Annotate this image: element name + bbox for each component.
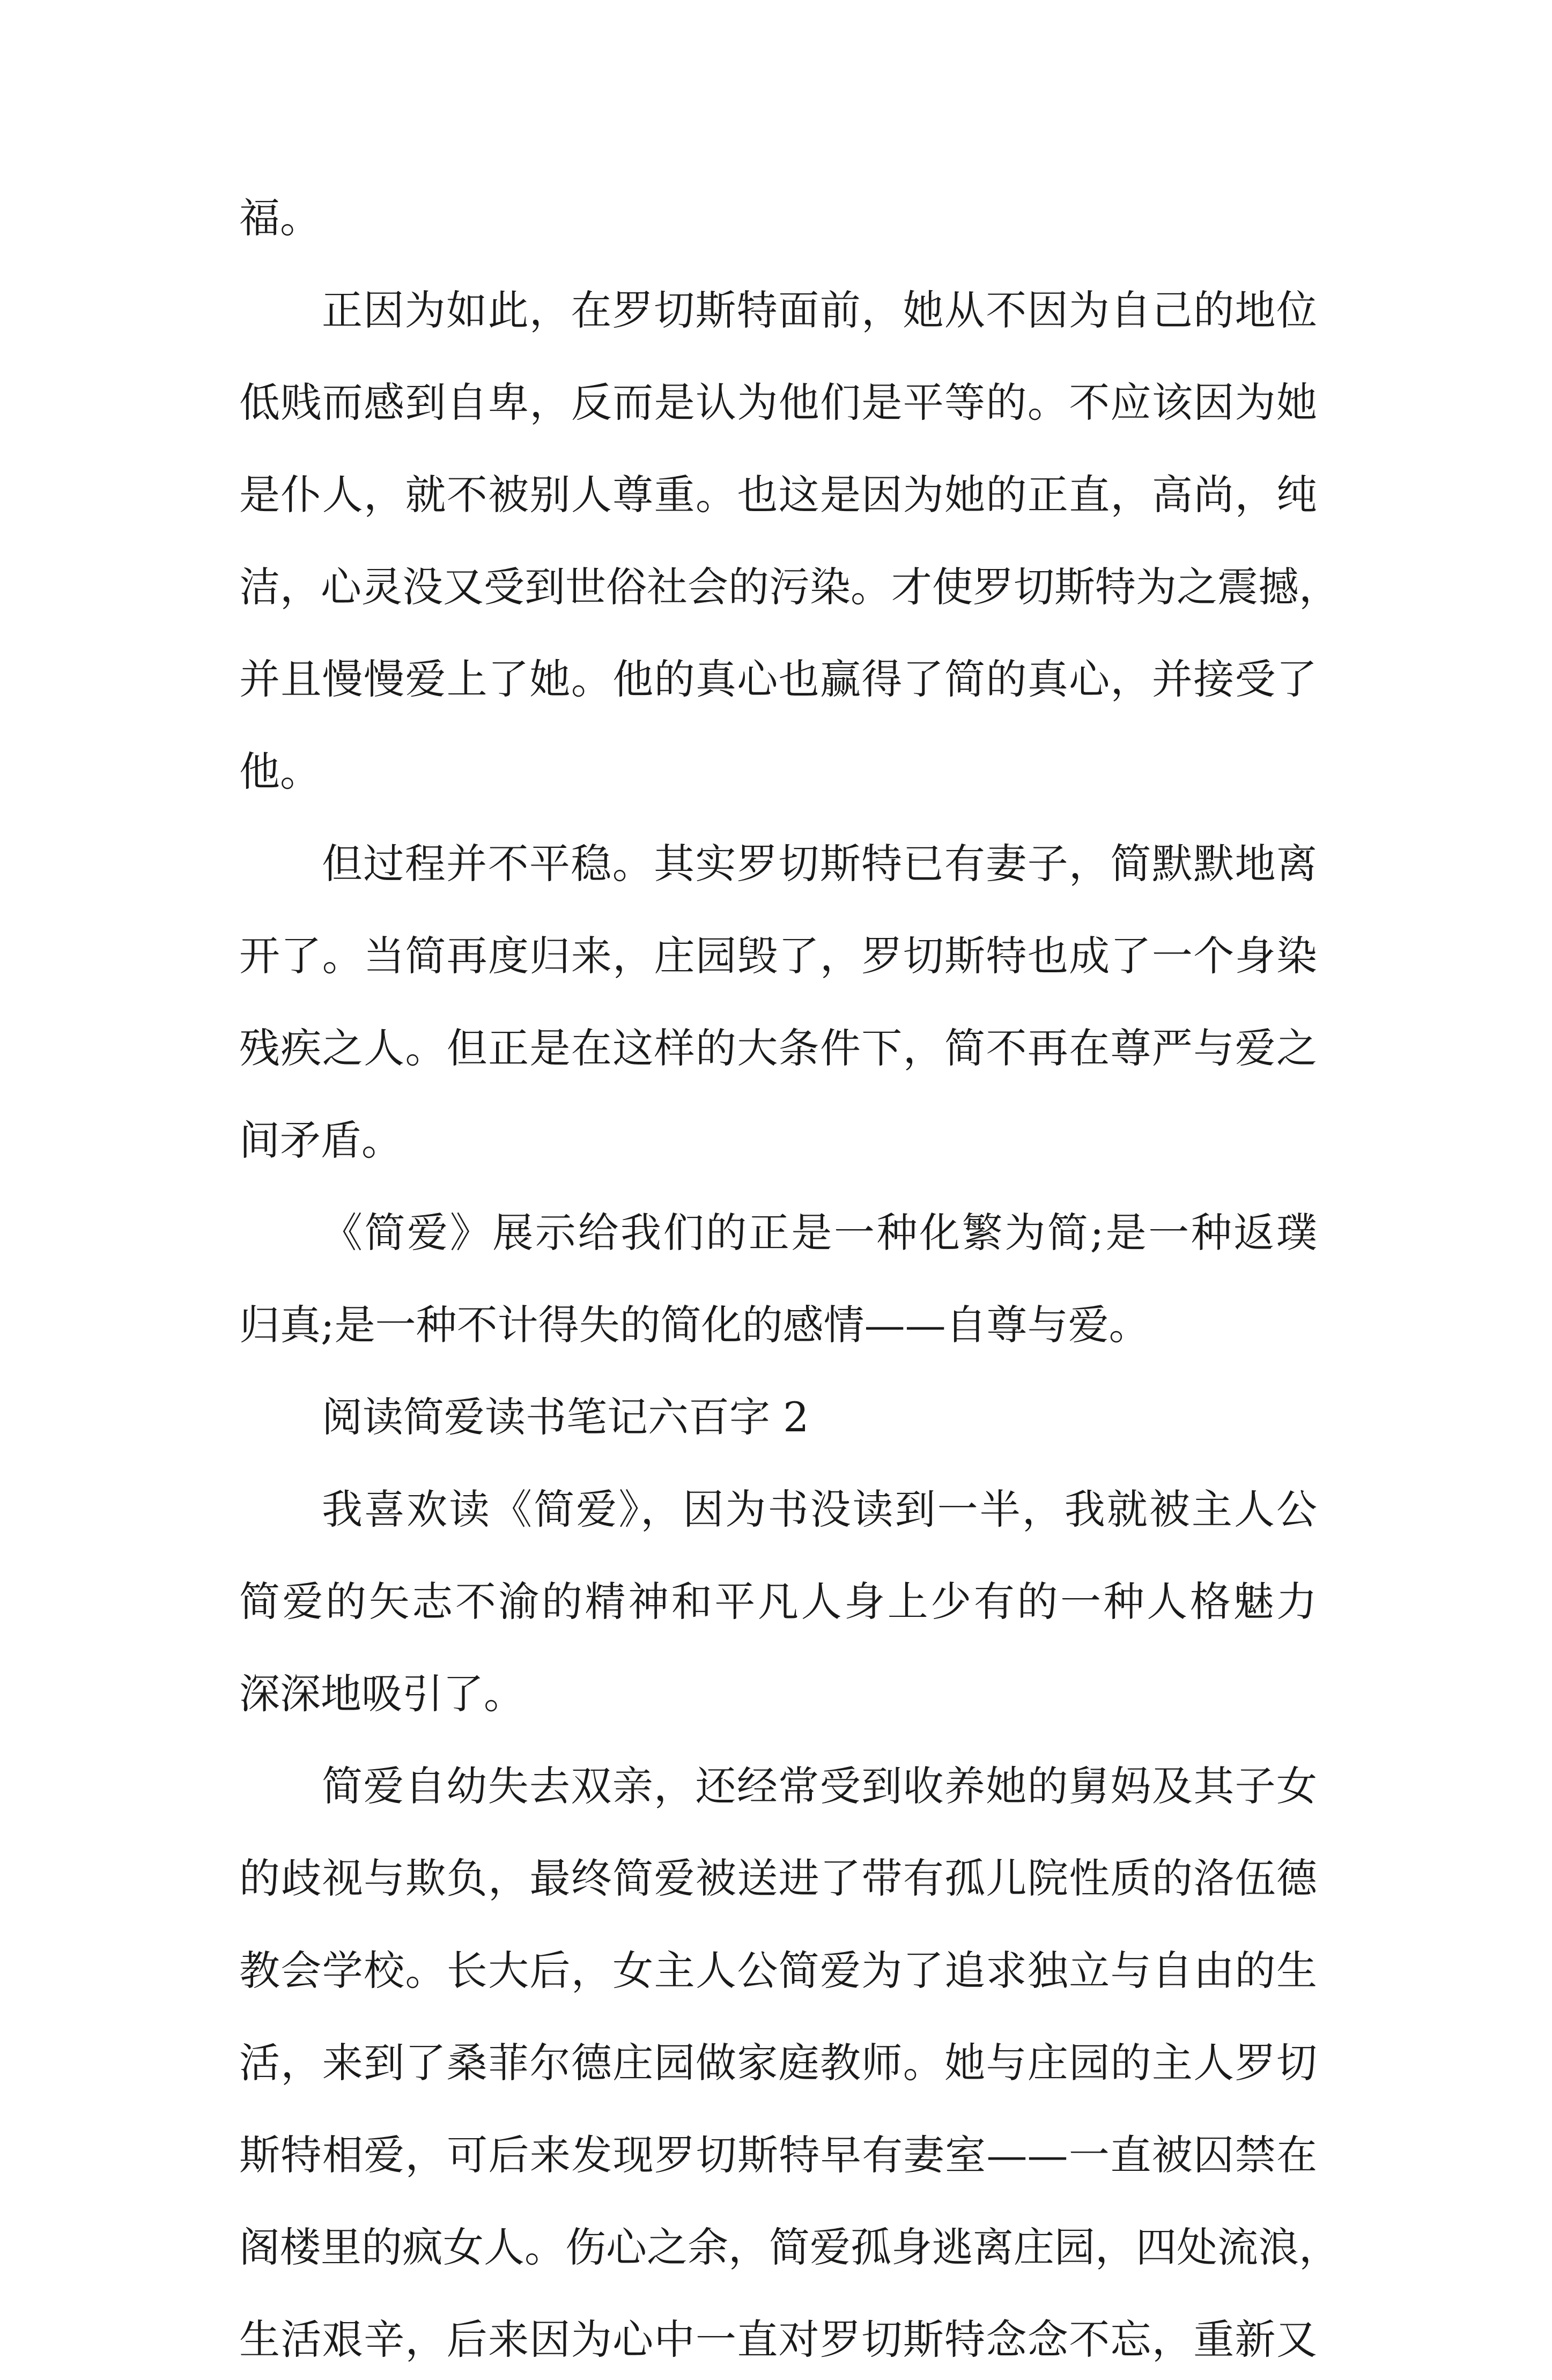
- text-line: 是仆人，就不被别人尊重。也这是因为她的正直，高尚，纯: [239, 471, 1317, 519]
- text-line: 阁楼里的疯女人。伤心之余，简爱孤身逃离庄园，四处流浪，: [239, 2223, 1340, 2271]
- text-line: 阅读简爱读书笔记六百字 2: [322, 1393, 809, 1441]
- text-line: 开了。当简再度归来，庄园毁了，罗切斯特也成了一个身染: [239, 932, 1317, 980]
- text-line: 低贱而感到自卑，反而是认为他们是平等的。不应该因为她: [239, 379, 1317, 426]
- text-line: 正因为如此，在罗切斯特面前，她从不因为自己的地位: [322, 286, 1317, 334]
- text-line: 简爱的矢志不渝的精神和平凡人身上少有的一种人格魅力: [239, 1578, 1317, 1625]
- text-line: 福。: [239, 194, 321, 242]
- text-line: 我喜欢读《简爱》，因为书没读到一半，我就被主人公: [322, 1485, 1317, 1533]
- text-line: 《简爱》展示给我们的正是一种化繁为简;是一种返璞: [322, 1209, 1317, 1256]
- text-line: 间矛盾。: [239, 1117, 402, 1164]
- text-line: 深深地吸引了。: [239, 1670, 524, 1718]
- text-line: 并且慢慢爱上了她。他的真心也赢得了简的真心，并接受了: [239, 655, 1317, 703]
- text-line: 归真;是一种不计得失的简化的感情——自尊与爱。: [239, 1301, 1150, 1349]
- text-line: 生活艰辛，后来因为心中一直对罗切斯特念念不忘，重新又: [239, 2316, 1317, 2363]
- text-line: 活，来到了桑菲尔德庄园做家庭教师。她与庄园的主人罗切: [239, 2039, 1317, 2087]
- text-line: 斯特相爱，可后来发现罗切斯特早有妻室——一直被囚禁在: [239, 2131, 1317, 2179]
- text-line: 的歧视与欺负，最终简爱被送进了带有孤儿院性质的洛伍德: [239, 1854, 1317, 1902]
- text-line: 简爱自幼失去双亲，还经常受到收养她的舅妈及其子女: [322, 1762, 1317, 1810]
- text-line: 但过程并不平稳。其实罗切斯特已有妻子，简默默地离: [322, 840, 1317, 888]
- text-line: 教会学校。长大后，女主人公简爱为了追求独立与自由的生: [239, 1947, 1317, 1994]
- text-line: 洁，心灵没又受到世俗社会的污染。才使罗切斯特为之震撼，: [239, 563, 1340, 611]
- text-line: 他。: [239, 748, 321, 795]
- text-line: 残疾之人。但正是在这样的大条件下，简不再在尊严与爱之: [239, 1024, 1317, 1072]
